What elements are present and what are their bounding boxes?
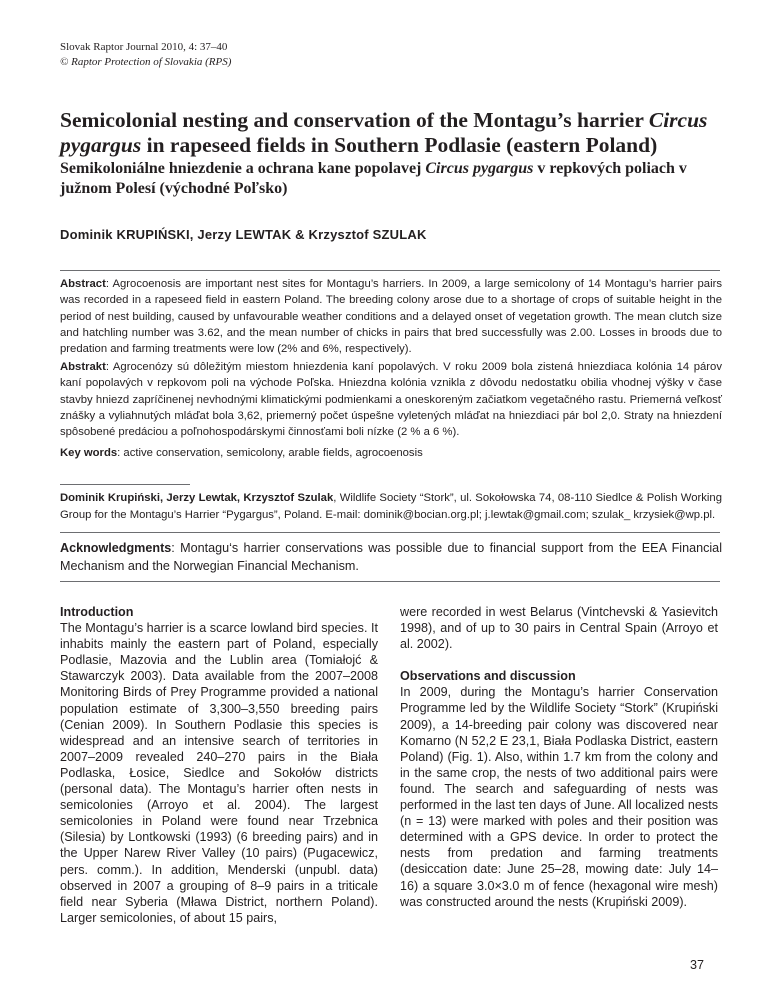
- keywords: Key words: active conservation, semicolony, arable fields, agrocoenosis: [60, 447, 423, 459]
- introduction-body: The Montagu’s harrier is a scarce lowland bird species. It inhabits mainly the eastern part of Poland, especially Podlasie, Mazovia and the Lublin area (Tomiałojć & Stawarczyk 2003). Data available from the 2007–2008 Monitoring Birds of Prey Programme provided a national population estimate of 3,300–3,550 breeding pairs (Cenian 2009). In Southern Podlasie this species is widespread and an intensive search of territories in 2007–2009 revealed 240–270 pairs in the Biała Podlaska, Łosice, Siedlce and Sokołów districts (personal data). The Montagu’s harrier often nests in semicolonies (Arroyo et al. 2004). The largest semicolonies in Poland were found near Trzebnica (Silesia) by Lontkowski (1993) (6 breeding pairs) and in the Upper Narew River Valley (10 pairs) (Pugacewicz, pers. comm.). In addition, Menderski (unpubl. data) observed in 2007 a grouping of 8–9 pairs in a triticale field near Syberia (Mława District, northern Poland). Larger semicolonies, of about 15 pairs,: [60, 621, 378, 925]
- introduction-continuation: were recorded in west Belarus (Vintchevski & Yasievitch 1998), and of up to 30 pairs in Central Spain (Arroyo et al. 2002).: [400, 605, 718, 652]
- divider-ack-top: [60, 532, 720, 533]
- acknowledgments: Acknowledgments: Montagu‘s harrier conservations was possible due to financial support from the EEA Financial Mechanism and the Norwegian Financial Mechanism.: [60, 541, 722, 573]
- author-affiliation: Dominik Krupiński, Jerzy Lewtak, Krzysztof Szulak, Wildlife Society “Stork”, ul. Sokołowska 74, 08-110 Siedlce & Polish Working Group for the Montagu’s Harrier “Pygargus”, Poland. E-mail: dominik@bocian.org.pl; j.lewtak@gmail.com; szulak_ krzysiek@wp.pl.: [60, 492, 722, 521]
- observations-heading: Observations and discussion: [400, 669, 576, 684]
- author-list: Dominik KRUPIŃSKI, Jerzy LEWTAK & Krzysztof SZULAK: [60, 227, 427, 242]
- journal-copyright: © Raptor Protection of Slovakia (RPS): [60, 56, 232, 68]
- column-left: [60, 604, 378, 926]
- abstract-slovak: Abstrakt: Agrocenózy sú dôležitým miestom hniezdenia kaní popolavých. V roku 2009 bola zistená hniezdiaca kolónia 14 párov kaní popolavých v repkovom poli na východe Poľska. Hniezdna kolónia vznikla z dôvodu nedostatku obilia vhodnej výšky v čase stavby hniezd zapríčinenej nevhodnými klimatickými podmienkami a oneskoreným začiatkom vegetačného rastu. Priemerná veľkosť znášky a vyliahnutých mláďat bola 3,62, priemerný počet úspešne vyletených mláďat na hniezdiaci pár bol 2,0. Straty na hniezdení spôsobené predáciou a poľnohospodárskymi činnosťami boli nízke (2 % a 6 %).: [60, 361, 722, 439]
- keywords-label: Key words: [60, 447, 118, 459]
- affiliation-names: Dominik Krupiński, Jerzy Lewtak, Krzysztof Szulak: [60, 492, 334, 504]
- divider-ack-bottom: [60, 581, 720, 582]
- divider-top: [60, 270, 720, 271]
- journal-citation: Slovak Raptor Journal 2010, 4: 37–40: [60, 41, 228, 53]
- abstract-label: Abstract: [60, 278, 106, 290]
- page-number: 37: [690, 958, 705, 972]
- journal-header: [60, 40, 231, 70]
- article-subtitle: Semikoloniálne hniezdenie a ochrana kane popolavej Circus pygargus v repkových poliach v južnom Polesí (východné Poľsko): [60, 160, 687, 197]
- article-title: Semicolonial nesting and conservation of the Montagu’s harrier Circus pygargus in rapeseed fields in Southern Podlasie (eastern Poland): [60, 108, 708, 157]
- title-species: Circus pygargus: [60, 108, 708, 157]
- introduction-heading: Introduction: [60, 605, 134, 619]
- column-right: [400, 604, 718, 910]
- subtitle-species: Circus pygargus: [425, 160, 534, 177]
- abstract-english: Abstract: Agrocoenosis are important nest sites for Montagu’s harriers. In 2009, a large semicolony of 14 Montagu’s harrier pairs was recorded in a rapeseed field in eastern Poland. The breeding colony arose due to a shortage of crops of suitable height in the period of nest building, caused by unfavourable weather conditions and a delayed onset of vegetation growth. The mean clutch size and hatchling number was 3.62, and the mean number of chicks in pairs that bred successfully was 2.00. Losses in broods due to predation and farming treatments were low (2% and 6%, respectively).: [60, 278, 722, 356]
- abstrakt-label: Abstrakt: [60, 361, 106, 373]
- footnote-divider: [60, 484, 190, 485]
- observations-body: In 2009, during the Montagu’s harrier Conservation Programme led by the Wildlife Society “Stork” (Krupiński 2009), a 14-breeding pair colony was discovered near Komarno (N 52,2 E 23,1, Biała Podlaska District, eastern Poland) (Fig. 1). Also, within 1.7 km from the colony and in the same crop, the nests of two additional pairs were found. The search and safeguarding of nests was performed in the last ten days of June. All localized nests (n = 13) were marked with poles and their position was determined with a GPS device. In order to protect the nests from predation and farming treatments (desiccation date: June 25–28, mowing date: July 14–16) a square 3.0×3.0 m of fence (hexagonal wire mesh) was constructed around the nests (Krupiński 2009).: [400, 685, 718, 909]
- acknowledgments-label: Acknowledgments: [60, 541, 172, 555]
